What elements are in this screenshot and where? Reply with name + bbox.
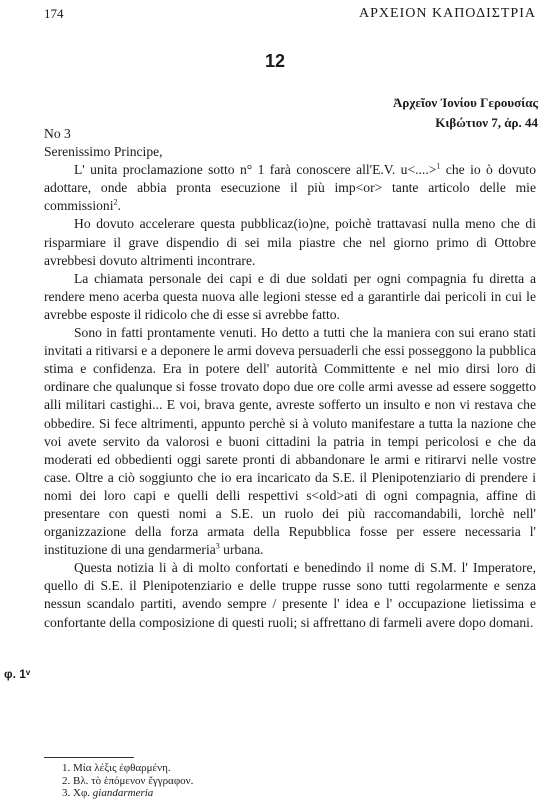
footnote-3 bbox=[62, 787, 193, 800]
footnote-ref-2: 2 bbox=[113, 197, 118, 207]
footnote-text: Βλ. τὸ ἑπόμενον ἔγγραφον. bbox=[73, 774, 194, 787]
footnote-label: 1. bbox=[62, 762, 71, 774]
paragraph-1-end: . bbox=[117, 198, 121, 214]
letter-number: No 3 bbox=[44, 126, 71, 141]
paragraph-4-end: urbana. bbox=[219, 542, 264, 558]
document-number: 12 bbox=[264, 51, 286, 71]
paragraph-1-cont: che io ò dovuto adottare, onde abbia pronta esecuzione il più imp<or> tante articolo delle mie commissioni bbox=[44, 162, 537, 214]
paragraph-4-text: Sono in fatti prontamente venuti. Ho detto a tutti che la maniera con sui erano stati invitati a ritivarsi e a deponere le armi doveva persuaderli che essi posseggono la pubblica stima e confidenza. Era in potere dell' autorità Committente e nel mio dirsi loro di ordinare che qualunque si fosse trovato dopo due ore colle armi avesse ad essere soggetto alli militari castighi... E voi, brava gente, avreste sofferto un insulto e non vi restava che obbedire. Si fece altrimenti, appunto perchè si à voluto manifestare a tutta la nazione che voi avete servito da valorosi e buoni cittadini la patria in tempi pericolosi e che da moderati ed obbedienti oggi sarete pronti di abbandonare le armi e ritirarvi nelle vostre case. Oltre a ciò soggiunto che io era incaricato da S.E. il Plenipotenziario di prendere i nomi dei loro capi e quelli delli respettivi s<old>ati di ogni compagnia, affine di presentare con questi nomi a S.E. un ruolo dei più raccomandabili, lorchè nell' organizzazione della forza armata della Repubblica fosse per essere necessaria l' instituzione di una gendarmeria bbox=[44, 325, 536, 558]
salutation: Serenissimo Principe, bbox=[44, 144, 163, 160]
paragraph-2: Ho dovuto accelerare questa pubblicaz(io)ne, poichè trattavasi nulla meno che di risparmiare il grave dispendio di sei mila piastre che nel giorno primo di Ottobre avrebbesi dovuto altrimenti incontrare. bbox=[44, 216, 536, 268]
page-header bbox=[44, 6, 536, 26]
folio-margin-note: φ. 1ᵛ bbox=[4, 667, 31, 681]
paragraph-1 bbox=[44, 161, 536, 215]
page-number: 174 bbox=[44, 6, 64, 21]
footnote-label: 3. bbox=[62, 787, 71, 799]
footnote-1 bbox=[62, 762, 193, 775]
footnote-ref-1: 1 bbox=[436, 161, 441, 171]
source-box: Κιβώτιον 7, ἀρ. 44 bbox=[435, 115, 538, 130]
paragraph-5: Questa notizia li à di molto confortati e benedindo il nome di S.M. l' Imperatore, quello di S.E. il Plenipotenziario e delle truppe russe sono tutti regolarmente e senza nessun scandalo partiti, avendo sempre / presente l' idea e l' occupazione lietissima e confortante della composizione di questi ruoli; si affrettano di farmeli avere dopo domani. bbox=[44, 560, 536, 630]
paragraph-1-text: L' unita proclamazione sotto n° 1 farà conoscere all'E.V. u<....> bbox=[74, 162, 437, 178]
footnote-2 bbox=[62, 775, 193, 788]
footnote-label: 2. bbox=[62, 774, 71, 787]
letter-body bbox=[44, 125, 536, 632]
footnote-italic: giandarmeria bbox=[92, 787, 154, 799]
paragraph-4 bbox=[44, 324, 536, 559]
footnote-ref-3: 3 bbox=[215, 541, 220, 551]
footnotes bbox=[62, 762, 193, 800]
paragraph-3: La chiamata personale dei capi e di due soldati per ogni compagnia fu diretta a rendere meno acerba questa nuova alle legioni stesse ed a garantirle dai pericoli in cui le avrebbe esposte il ridicolo che di esse si avrebbe fatto. bbox=[44, 270, 536, 322]
running-title: ΑΡΧΕΙΟΝ ΚΑΠΟΔΙΣΤΡΙΑ bbox=[359, 6, 536, 21]
footnote-divider bbox=[44, 757, 134, 758]
footnote-text: Μία λέξις ἐφθαρμένη. bbox=[73, 762, 171, 774]
footnote-text: Χφ. bbox=[73, 787, 91, 799]
source-archive: Ἀρχεῖον Ἰονίου Γερουσίας bbox=[392, 95, 538, 110]
